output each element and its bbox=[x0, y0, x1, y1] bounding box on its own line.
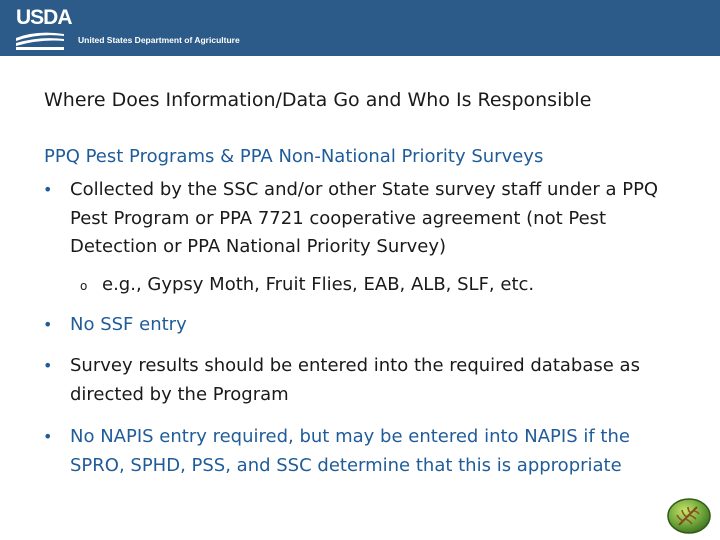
bullet-text: No SSF entry bbox=[70, 314, 187, 335]
bullet-item bbox=[43, 311, 683, 340]
sub-bullet-item bbox=[80, 271, 680, 299]
bullet-text: Collected by the SSC and/or other State survey staff under a PPQ Pest Program or PPA 7721 cooperative agreement (not Pest Detection or PPA National Priority Survey) bbox=[70, 179, 659, 257]
usda-logo-mark: USDA bbox=[16, 6, 72, 29]
usda-logo bbox=[16, 6, 240, 45]
logo-swoosh-icon bbox=[16, 28, 76, 52]
bullet-item bbox=[43, 176, 683, 262]
bullet-text: Survey results should be entered into the required database as directed by the Program bbox=[70, 355, 640, 405]
bullet-item bbox=[43, 352, 683, 409]
bullet-item bbox=[43, 423, 683, 480]
section-heading: PPQ Pest Programs & PPA Non-National Priority Surveys bbox=[44, 146, 544, 167]
bullet-text: No NAPIS entry required, but may be entered into NAPIS if the SPRO, SPHD, PSS, and SSC determine that this is appropriate bbox=[70, 426, 630, 476]
sub-bullet-circle-icon: o bbox=[80, 279, 88, 293]
bullet-dot-icon: • bbox=[43, 315, 53, 334]
bullet-dot-icon: • bbox=[43, 180, 53, 199]
slide-title: Where Does Information/Data Go and Who Is Responsible bbox=[44, 89, 592, 111]
green-oval-plant-emblem-icon bbox=[667, 497, 711, 535]
sub-bullet-text: e.g., Gypsy Moth, Fruit Flies, EAB, ALB, SLF, etc. bbox=[102, 274, 535, 295]
header-bar bbox=[0, 0, 720, 56]
department-name: United States Department of Agriculture bbox=[78, 35, 240, 45]
bullet-dot-icon: • bbox=[43, 427, 53, 446]
bullet-dot-icon: • bbox=[43, 356, 53, 375]
